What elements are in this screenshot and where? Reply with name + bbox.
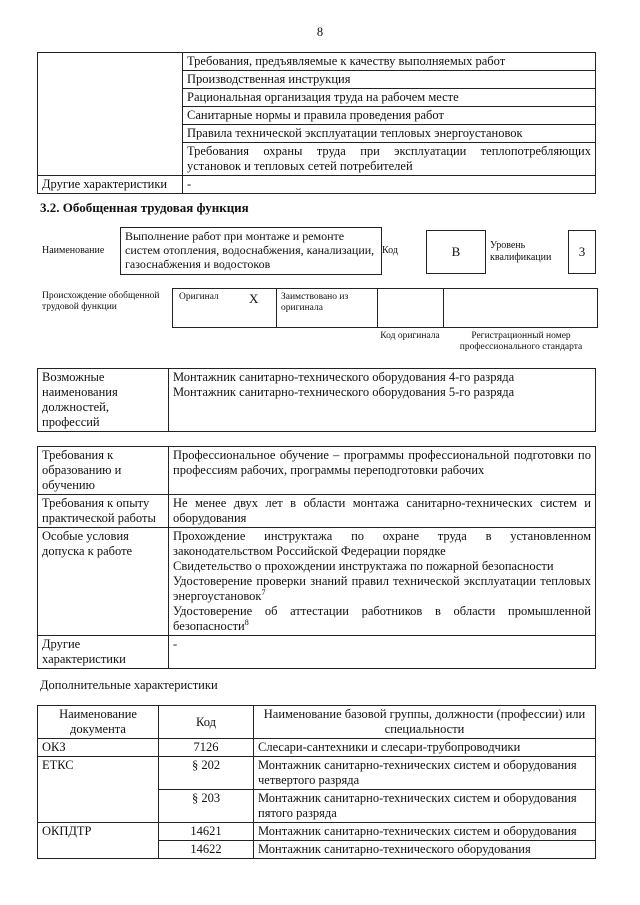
origin-label: Происхождение обобщенной трудовой функции: [42, 291, 160, 312]
page-number: 8: [316, 25, 324, 39]
cond-text: Удостоверение об аттестации работников в области промышленной безопасности: [173, 604, 591, 633]
position-item: Монтажник санитарно-технического оборудования 4-го разряда: [173, 370, 515, 384]
level-label: Уровень квалификации: [490, 240, 552, 263]
origin-borrowed: Заимствовано из оригинала: [281, 292, 349, 313]
origin-code-caption: Код оригинала: [380, 331, 440, 341]
code-label: Код: [382, 245, 398, 256]
section-heading: 3.2. Обобщенная трудовая функция: [40, 200, 249, 215]
requirements-table: [37, 446, 596, 669]
add-name: Монтажник санитарно-технического оборудования: [254, 841, 596, 859]
top-table-empty-cell: [38, 53, 183, 176]
top-table-row: Требования охраны труда при эксплуатации теплопотребляющих установок и тепловых сетей потребителей: [183, 143, 596, 176]
edu-label: Требования к образованию и обучению: [38, 447, 169, 495]
add-name: Слесари-сантехники и слесари-трубопроводчики: [254, 739, 596, 757]
add-code: 14621: [159, 823, 254, 841]
add-header-code: Код: [159, 706, 254, 739]
add-header-name: Наименование базовой группы, должности (профессии) или специальности: [254, 706, 596, 739]
cond-item: [173, 574, 591, 604]
name-value: Выполнение работ при монтаже и ремонте систем отопления, водоснабжения, канализации, газоснабжения и водостоков: [120, 227, 382, 275]
top-table-other-value: -: [183, 176, 596, 194]
req-other-label: Другие характеристики: [38, 636, 169, 669]
top-table: [37, 52, 596, 194]
add-name: Монтажник санитарно-технических систем и оборудования четвертого разряда: [254, 757, 596, 790]
positions-label: Возможные наименования должностей, профессий: [38, 369, 169, 432]
cond-label: Особые условия допуска к работе: [38, 528, 169, 636]
add-code: § 203: [159, 790, 254, 823]
add-doc-okpdtr: ОКПДТР: [38, 823, 159, 859]
footnote-ref: 8: [244, 617, 249, 627]
origin-original: Оригинал: [179, 292, 219, 302]
origin-mark: X: [249, 291, 259, 306]
req-other-value: -: [169, 636, 596, 669]
cond-item: Свидетельство о прохождении инструктажа по пожарной безопасности: [173, 559, 554, 573]
add-code: 14622: [159, 841, 254, 859]
cond-text: Удостоверение проверки знаний правил технической эксплуатации тепловых энергоустановок: [173, 574, 591, 603]
top-table-row: Производственная инструкция: [183, 71, 596, 89]
origin-box: [172, 288, 598, 328]
origin-reg-caption: Регистрационный номер профессионального стандарта: [459, 331, 583, 352]
add-doc-okz: ОКЗ: [38, 739, 159, 757]
add-code: § 202: [159, 757, 254, 790]
level-value: 3: [568, 230, 596, 274]
top-table-row: Санитарные нормы и правила проведения работ: [183, 107, 596, 125]
name-label: Наименование: [42, 245, 105, 256]
additional-heading: Дополнительные характеристики: [40, 678, 218, 692]
add-name: Монтажник санитарно-технических систем и оборудования пятого разряда: [254, 790, 596, 823]
cond-item: Прохождение инструктажа по охране труда в установленном законодательством Российской Федерации порядке: [173, 529, 591, 558]
code-value: B: [426, 230, 486, 274]
origin-divider: [443, 289, 444, 327]
positions-table: [37, 368, 596, 432]
edu-value: Профессиональное обучение – программы профессиональной подготовки по профессиям рабочих, программы переподготовки рабочих: [169, 447, 596, 495]
cond-values: [169, 528, 596, 636]
positions-values: [169, 369, 596, 432]
position-item: Монтажник санитарно-технического оборудования 5-го разряда: [173, 385, 515, 399]
add-doc-etks: ЕТКС: [38, 757, 159, 823]
origin-divider: [276, 289, 277, 327]
top-table-row: Рациональная организация труда на рабочем месте: [183, 89, 596, 107]
add-code: 7126: [159, 739, 254, 757]
additional-table: [37, 705, 596, 859]
add-name: Монтажник санитарно-технических систем и оборудования: [254, 823, 596, 841]
add-header-doc: Наименование документа: [38, 706, 159, 739]
top-table-row: Требования, предъявляемые к качеству выполняемых работ: [183, 53, 596, 71]
exp-label: Требования к опыту практической работы: [38, 495, 169, 528]
footnote-ref: 7: [261, 587, 266, 597]
origin-divider: [377, 289, 378, 327]
exp-value: Не менее двух лет в области монтажа санитарно-технических систем и оборудования: [169, 495, 596, 528]
cond-item: [173, 604, 591, 634]
top-table-row: Правила технической эксплуатации тепловых энергоустановок: [183, 125, 596, 143]
top-table-other-label: Другие характеристики: [38, 176, 183, 194]
